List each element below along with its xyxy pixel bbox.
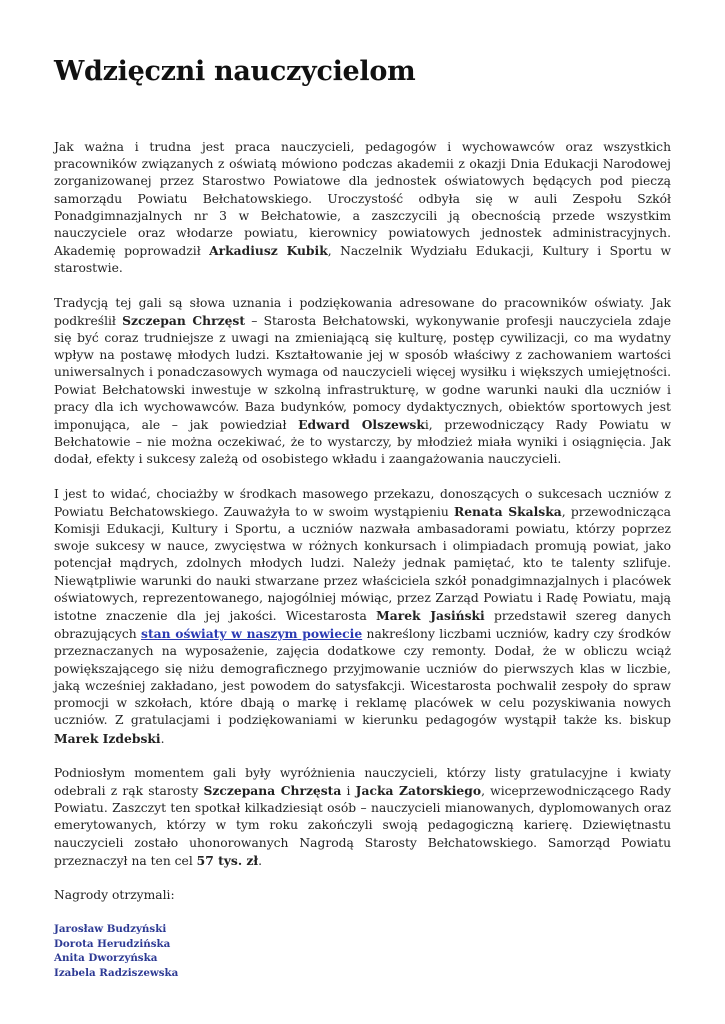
page-title: Wdzięczni nauczycielom [54,56,416,87]
winner-item: Jarosław Budzyński [54,923,167,936]
person-name-marek-jasinski: Marek Jasiński [376,608,485,624]
article [54,52,671,980]
paragraph-2 [54,295,671,469]
person-name-szczepan-chrzest: Szczepan Chrzęst [122,312,246,328]
paragraph-2-text-1: Tradycją tej gali są słowa uznania i podziękowania adresowane do pracowników oświaty. Jak podkreślił [54,295,671,328]
education-status-link[interactable]: stan oświaty w naszym powiecie [141,626,363,642]
paragraph-1-text-1: Jak ważna i trudna jest praca nauczycieli, pedagogów i wychowawców oraz wszystkich pracowników związanych z oświatą mówiono podczas akademii z okazji Dnia Edukacji Narodowej zorganizowanej przez Starostwo Powiatowe dla jednostek oświatowych będących pod pieczą samorządu Powiatu Bełchatowskiego. Uroczystość odbyła się w auli Zespołu Szkół Ponadgimnazjalnych nr 3 w Bełchatowie, a zaszczycili ją obecnością przede wszystkim nauczyciele oraz włodarze powiatu, kierownicy powiatowych jednostek administracyjnych. Akademię poprowadził [54,140,671,259]
winner-item: Anita Dworzyńska [54,952,158,965]
paragraph-3 [54,486,671,748]
person-name-edward-olszewski: Edward Olszewsk [298,417,425,433]
paragraph-3-text-5: . [160,731,165,746]
winner-item: Izabela Radziszewska [54,966,179,979]
paragraph-2-text-3: i, przewodniczący Rady Powiatu w Bełchatowie – nie można oczekiwać, że to wystarczy, by młodzież miała wyniki i osiągnięcia. Jak dodał, efekty i sukcesy zależą od osobistego wkładu i zaangażowania nauczycieli. [54,418,672,467]
person-name-szczepana-chrzesta: Szczepana Chrzęsta [203,782,342,798]
paragraph-1 [54,139,671,278]
paragraph-4 [54,765,671,870]
person-name-arkadiusz-kubik: Arkadiusz Kubik [209,243,328,259]
winner-item: Dorota Herudzińska [54,937,171,950]
paragraph-1-text-2: , Naczelnik Wydziału Edukacji, Kultury i Sportu w starostwie. [54,244,671,276]
paragraph-4-text-4: . [258,853,263,868]
winners-list [54,922,671,980]
paragraph-4-text-1: Podniosłym momentem gali były wyróżnienia nauczycieli, którzy listy gratulacyjne i kwiaty odebrali z rąk starosty [54,765,671,798]
awards-label: Nagrody otrzymali: [54,887,175,902]
paragraph-2-text-2: – Starosta Bełchatowski, wykonywanie profesji nauczyciela zdaje się być coraz trudniejsze z uwagi na zmieniającą się kulturę, postęp cywilizacji, co ma wydatny wpływ na postawę młodych ludzi. Kształtowanie jej w sposób właściwy z zachowaniem wartości uniwersalnych i ponadczasowych wymaga od nauczycieli więcej wysiłku i większych umiejętności. Powiat Bełchatowski inwestuje w szkolną infrastrukturę, w godne warunki nauki dla uczniów i pracy dla ich wychowawców. Baza budynków, pomocy dydaktycznych, obiektów sportowych jest imponująca, ale – jak powiedział [54,313,671,433]
paragraph-3-text-4: nakreślony liczbami uczniów, kadry czy środków przeznaczanych na wyposażenie, zajęcia dodatkowe czy remonty. Dodał, że w obliczu wciąż powiększającego się niżu demograficznego przyjmowanie uczniów do pierwszych klas w liczbie, jaką wcześniej zakładano, jest powodem do satysfakcji. Wicestarosta pochwalił zespoły do spraw promocji w szkołach, które dbają o markę i reklamę placówek w celu pozyskiwania nowych uczniów. Z gratulacjami i podziękowaniami w kierunku pedagogów wystąpił także ks. biskup [54,627,671,728]
article-body [54,139,671,980]
person-name-renata-skalska: Renata Skalska [454,503,562,519]
award-amount: 57 tys. zł [196,852,259,868]
paragraph-4-text-3: , wiceprzewodniczącego Rady Powiatu. Zaszczyt ten spotkał kilkadziesiąt osób – nauczycieli mianowanych, dyplomowanych oraz emerytowanych, którzy w tym roku zakończyli swoją pedagogiczną karierę. Dziewiętnastu nauczycieli zostało uhonorowanych Nagrodą Starosty Bełchatowskiego. Samorząd Powiatu przeznaczył na ten cel [54,783,671,868]
paragraph-4-text-2: i [341,783,356,798]
person-name-jacka-zatorskiego: Jacka Zatorskiego [355,782,482,798]
paragraph-3-text-3: przedstawił szereg danych obrazujących [54,609,671,642]
paragraph-3-text-1: I jest to widać, chociażby w środkach masowego przekazu, donoszących o sukcesach uczniów z Powiatu Bełchatowskiego. Zauważyła to w swoim wystąpieniu [54,486,671,519]
person-name-marek-izdebski: Marek Izdebski [54,730,161,746]
paragraph-3-text-2: , przewodnicząca Komisji Edukacji, Kultury i Sportu, a uczniów nazwała ambasadorami powiatu, którzy poprzez swoje sukcesy w nauce, zwycięstwa w różnych konkursach i olimpiadach promują powiat, jako potencjał mądrych, zdolnych młodych ludzi. Należy jednak pamiętać, kto te talenty szlifuje. Niewątpliwie warunki do nauki stwarzane przez właściciela szkół ponadgimnazjalnych i placówek oświatowych, reprezentowanego, najogólniej mówiąc, przez Zarząd Powiatu i Radę Powiatu, mają istotne znaczenie dla jej jakości. Wicestarosta [54,504,671,624]
